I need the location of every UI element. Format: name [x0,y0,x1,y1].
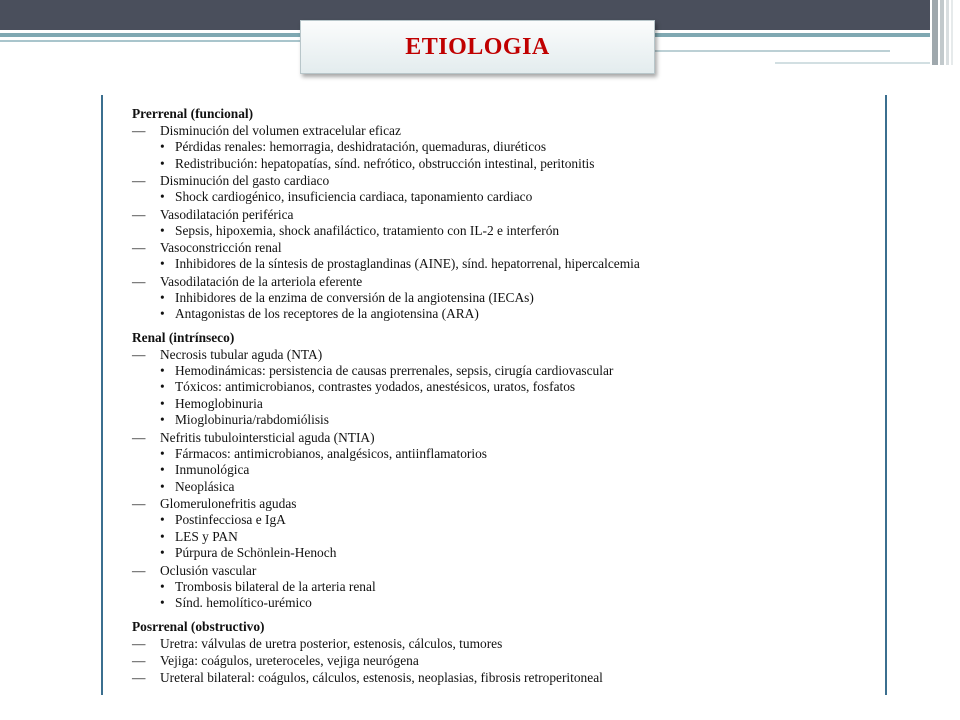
cause-subitem-text: Púrpura de Schönlein-Henoch [175,545,337,560]
slide-title-box [300,20,655,74]
cause-subitem-text: Inhibidores de la síntesis de prostaglandinas (AINE), sínd. hepatorrenal, hipercalcemia [175,256,640,271]
dash-marker: — [132,669,146,685]
cause-subitem [132,396,882,413]
cause-item [132,669,882,686]
cause-item [132,206,882,223]
cause-item [132,429,882,446]
etiology-section [132,329,882,612]
cause-item [132,239,882,256]
cause-item-text: Vasodilatación periférica [160,206,294,222]
decorative-pillar [951,0,953,65]
decorative-pillar [940,0,944,65]
cause-item-text: Disminución del gasto cardiaco [160,173,330,188]
cause-subitem [132,545,882,562]
bullet-marker: • [160,595,165,610]
bullet-marker: • [160,528,165,544]
etiology-section [132,105,882,323]
accent-line [655,33,930,37]
cause-subitem [132,479,882,496]
accent-line [0,33,300,37]
decorative-pillar [946,0,949,65]
dash-marker: — [132,273,146,289]
etiology-content [132,105,882,692]
cause-subitem [132,363,882,380]
cause-subitem-text: Sínd. hemolítico-urémico [175,595,312,610]
cause-subitem-text: Redistribución: hepatopatías, sínd. nefrótico, obstrucción intestinal, peritonitis [175,155,595,171]
cause-subitem-text: Shock cardiogénico, insuficiencia cardiaca, taponamiento cardiaco [175,189,533,204]
bullet-marker: • [160,256,165,271]
cause-subitem-text: Hemodinámicas: persistencia de causas prerrenales, sepsis, cirugía cardiovascular [175,362,614,378]
cause-subitem-text: Antagonistas de los receptores de la angiotensina (ARA) [175,306,479,321]
bullet-marker: • [160,545,165,560]
dash-marker: — [132,652,146,668]
bullet-marker: • [160,445,165,461]
bullet-marker: • [160,362,165,378]
cause-item-text: Disminución del volumen extracelular eficaz [160,123,401,138]
cause-item-text: Oclusión vascular [160,562,257,578]
bullet-marker: • [160,578,165,594]
dash-marker: — [132,635,146,651]
cause-subitem [132,139,882,156]
bullet-marker: • [160,462,165,477]
cause-subitem-text: Inmunológica [175,462,250,477]
cause-subitem [132,223,882,240]
accent-line [0,40,300,42]
cause-item-text: Glomerulonefritis agudas [160,496,297,511]
cause-item-text: Nefritis tubulointersticial aguda (NTIA) [160,429,375,445]
bullet-marker: • [160,222,165,238]
cause-subitem-text: Postinfecciosa e IgA [175,512,286,527]
cause-subitem [132,290,882,307]
cause-subitem-text: Tóxicos: antimicrobianos, contrastes yodados, anestésicos, uratos, fosfatos [175,379,576,394]
bullet-marker: • [160,395,165,411]
cause-subitem [132,512,882,529]
dash-marker: — [132,562,146,578]
cause-subitem [132,595,882,612]
cause-item [132,652,882,669]
cause-item [132,346,882,363]
cause-subitem-text: Sepsis, hipoxemia, shock anafiláctico, tratamiento con IL-2 e interferón [175,222,560,238]
cause-item [132,122,882,139]
cause-item [132,635,882,652]
cause-subitem [132,446,882,463]
cause-subitem [132,306,882,323]
accent-line [775,62,930,64]
cause-item [132,172,882,189]
dash-marker: — [132,429,146,445]
dash-marker: — [132,496,146,511]
bullet-marker: • [160,155,165,171]
bullet-marker: • [160,306,165,321]
cause-subitem-text: Mioglobinuria/rabdomiólisis [175,412,329,427]
etiology-section [132,618,882,686]
bullet-marker: • [160,512,165,527]
accent-line [655,50,890,52]
cause-item-text: Vasodilatación de la arteriola eferente [160,273,363,289]
bullet-marker: • [160,379,165,394]
cause-item [132,273,882,290]
cause-item-text: Vejiga: coágulos, ureteroceles, vejiga neurógena [160,652,419,668]
cause-subitem [132,529,882,546]
bullet-marker: • [160,189,165,204]
cause-subitem [132,379,882,396]
cause-subitem [132,189,882,206]
bullet-marker: • [160,139,165,154]
bullet-marker: • [160,289,165,305]
cause-item-text: Vasoconstricción renal [160,240,282,255]
cause-subitem [132,412,882,429]
cause-item-text: Uretra: válvulas de uretra posterior, estenosis, cálculos, tumores [160,635,503,651]
etiology-table-image [101,95,887,695]
cause-item [132,495,882,512]
section-header: Renal (intrínseco) [132,329,235,345]
cause-subitem-text: LES y PAN [175,528,238,544]
cause-item-text: Necrosis tubular aguda (NTA) [160,346,323,362]
section-header: Posrrenal (obstructivo) [132,618,265,634]
cause-subitem-text: Fármacos: antimicrobianos, analgésicos, antiinflamatorios [175,445,487,461]
cause-item [132,562,882,579]
dash-marker: — [132,123,146,138]
dash-marker: — [132,346,146,362]
cause-subitem-text: Hemoglobinuria [175,395,263,411]
cause-subitem [132,462,882,479]
cause-subitem [132,156,882,173]
section-header: Prerrenal (funcional) [132,106,254,121]
cause-subitem [132,256,882,273]
cause-subitem-text: Trombosis bilateral de la arteria renal [175,578,376,594]
dash-marker: — [132,173,146,188]
bullet-marker: • [160,478,165,494]
bullet-marker: • [160,412,165,427]
cause-subitem-text: Inhibidores de la enzima de conversión de la angiotensina (IECAs) [175,289,534,305]
slide-title: ETIOLOGIA [405,33,550,60]
dash-marker: — [132,240,146,255]
cause-item-text: Ureteral bilateral: coágulos, cálculos, estenosis, neoplasias, fibrosis retroperitoneal [160,669,603,685]
dash-marker: — [132,206,146,222]
cause-subitem [132,579,882,596]
decorative-pillar [932,0,938,65]
cause-subitem-text: Neoplásica [175,478,235,494]
cause-subitem-text: Pérdidas renales: hemorragia, deshidratación, quemaduras, diuréticos [175,139,547,154]
